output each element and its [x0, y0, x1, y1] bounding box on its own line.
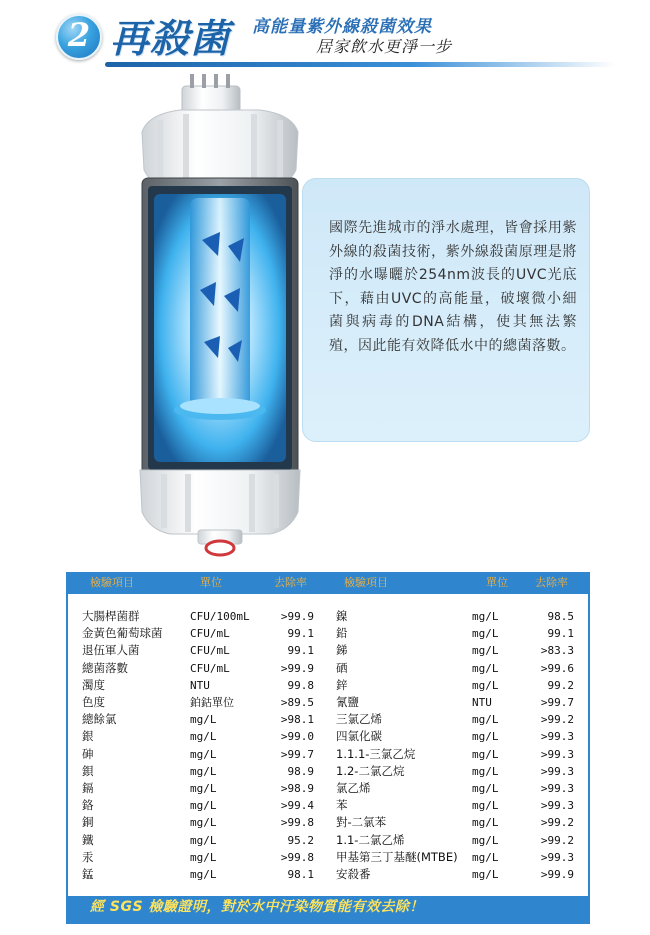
cell-rate-left: 98.1: [287, 868, 314, 881]
table-row: [68, 694, 588, 711]
sgs-test-results-table: [66, 572, 590, 924]
cell-rate-right: 99.2: [547, 678, 574, 692]
table-row: [68, 763, 588, 780]
section-subtitle-primary: 高能量紫外線殺菌效果: [252, 17, 432, 37]
cell-unit-left: CFU/mL: [190, 627, 230, 641]
cell-rate-left: >99.4: [280, 799, 314, 813]
cell-unit-left: mg/L: [190, 816, 217, 830]
uv-description-text: 國際先進城市的淨水處理，皆會採用紫外線的殺菌技術，紫外線殺菌原理是將淨的水曝曬於254nm波長的UVC光底下，藉由UVC的高能量，破壞微小細菌與病毒的DNA結構，使其無法繁殖，因此能有效降低水中的總菌落數。: [329, 220, 577, 354]
cell-unit-right: mg/L: [472, 782, 499, 795]
cell-item-left: 總餘氯: [82, 712, 117, 727]
cell-rate-right: >99.3: [540, 764, 574, 778]
cell-unit-left: mg/L: [190, 833, 217, 847]
cell-unit-left: CFU/mL: [190, 661, 230, 675]
cell-rate-right: >99.3: [540, 850, 574, 864]
cell-rate-left: >99.9: [280, 610, 314, 623]
cell-item-right: 鋅: [336, 677, 348, 692]
cell-rate-left: 99.1: [287, 644, 314, 658]
table-row: [68, 608, 588, 625]
cell-rate-right: >99.3: [540, 747, 574, 761]
cell-unit-left: 鉑鈷單位: [190, 696, 234, 709]
cell-rate-left: >98.9: [280, 782, 314, 795]
uv-filter-cartridge-illustration: [120, 60, 320, 560]
step-number: 2: [67, 16, 91, 54]
cell-unit-right: mg/L: [472, 644, 499, 658]
cell-unit-right: mg/L: [472, 661, 499, 675]
cell-unit-right: mg/L: [472, 730, 499, 744]
cell-item-left: 濁度: [82, 677, 105, 692]
cell-unit-right: mg/L: [472, 799, 499, 813]
cell-rate-right: >99.7: [540, 696, 574, 709]
cell-item-right: 1.1.1-三氯乙烷: [336, 746, 416, 761]
cell-rate-right: >99.9: [540, 868, 574, 881]
cell-item-right: 安殺番: [336, 867, 371, 881]
cell-unit-left: mg/L: [190, 764, 217, 778]
sgs-certification-note: 經 SGS 檢驗證明，對於水中汙染物質能有效去除！: [90, 899, 424, 915]
cell-rate-right: >99.2: [540, 816, 574, 830]
cell-unit-left: mg/L: [190, 747, 217, 761]
cell-unit-right: mg/L: [472, 713, 499, 727]
cell-item-right: 1.1-二氯乙烯: [336, 832, 405, 847]
cell-rate-right: 98.5: [547, 610, 574, 623]
table-row: [68, 728, 588, 745]
cell-unit-left: mg/L: [190, 730, 217, 744]
cell-item-right: 氯乙烯: [336, 781, 371, 795]
section-title: 再殺菌: [110, 17, 231, 62]
cell-item-left: 汞: [82, 849, 94, 864]
cell-unit-right: mg/L: [472, 764, 499, 778]
cell-item-left: 鎘: [82, 781, 94, 795]
cell-unit-right: mg/L: [472, 816, 499, 830]
cell-unit-right: mg/L: [472, 678, 499, 692]
cell-item-right: 鎳: [336, 609, 348, 623]
cell-unit-right: NTU: [472, 696, 492, 709]
uv-description-card: [302, 178, 590, 442]
cell-item-left: 金黃色葡萄球菌: [82, 626, 163, 641]
cell-item-left: 大腸桿菌群: [82, 609, 140, 623]
cell-rate-right: >99.3: [540, 799, 574, 813]
cell-unit-right: mg/L: [472, 833, 499, 847]
cell-rate-left: 95.2: [287, 833, 314, 847]
table-row: [68, 832, 588, 849]
cell-unit-right: mg/L: [472, 850, 499, 864]
table-row: [68, 780, 588, 797]
cell-rate-left: >99.0: [280, 730, 314, 744]
table-row: [68, 814, 588, 831]
table-row: [68, 797, 588, 814]
cell-item-left: 鋇: [82, 763, 94, 778]
cell-item-right: 1.2-二氯乙烷: [336, 763, 405, 778]
cell-rate-right: >99.2: [540, 713, 574, 727]
cell-rate-left: >89.5: [280, 696, 314, 709]
table-row: [68, 625, 588, 642]
cell-unit-right: mg/L: [472, 868, 499, 881]
cell-rate-right: >99.3: [540, 782, 574, 795]
cell-rate-left: 98.9: [287, 764, 314, 778]
header-unit-right: 單位: [486, 576, 508, 589]
cell-item-left: 銅: [82, 815, 94, 830]
cell-rate-right: >99.6: [540, 661, 574, 675]
cell-rate-right: >99.3: [540, 730, 574, 744]
section-subtitle-secondary: 居家飲水更淨一步: [316, 37, 453, 56]
step-number-badge: [56, 14, 102, 60]
cell-item-left: 錳: [82, 867, 94, 881]
cell-rate-left: >98.1: [280, 713, 314, 727]
uv-filter-image: [120, 60, 320, 560]
header-item-left: 檢驗項目: [90, 576, 134, 589]
cell-unit-right: mg/L: [472, 627, 499, 641]
cell-item-left: 鉻: [82, 798, 94, 813]
header-unit-left: 單位: [200, 576, 222, 589]
cell-item-left: 砷: [82, 746, 94, 761]
cell-unit-right: mg/L: [472, 610, 499, 623]
cell-unit-left: mg/L: [190, 850, 217, 864]
cell-rate-left: >99.8: [280, 850, 314, 864]
cell-item-right: 對-二氯苯: [336, 815, 387, 830]
cell-rate-right: 99.1: [547, 627, 574, 641]
cell-rate-right: >83.3: [540, 644, 574, 658]
table-row: [68, 866, 588, 883]
table-row: [68, 660, 588, 677]
cell-item-right: 銻: [336, 643, 348, 658]
table-row: [68, 642, 588, 659]
section-header: [0, 0, 650, 70]
cell-item-right: 硒: [336, 660, 348, 675]
cell-rate-left: 99.1: [287, 627, 314, 641]
cell-rate-left: >99.7: [280, 747, 314, 761]
header-rate-right: 去除率: [535, 576, 568, 589]
cell-rate-right: >99.2: [540, 833, 574, 847]
cell-unit-right: mg/L: [472, 747, 499, 761]
cell-item-left: 鐵: [82, 832, 94, 847]
cell-item-left: 色度: [82, 695, 105, 709]
cell-unit-left: mg/L: [190, 782, 217, 795]
cell-unit-left: CFU/100mL: [190, 610, 250, 623]
cell-unit-left: mg/L: [190, 713, 217, 727]
cell-unit-left: NTU: [190, 678, 210, 692]
cell-item-right: 三氯乙烯: [336, 712, 382, 727]
cell-item-right: 甲基第三丁基醚(MTBE): [336, 849, 458, 864]
cell-unit-left: mg/L: [190, 868, 217, 881]
cell-item-right: 苯: [336, 798, 348, 813]
table-row: [68, 711, 588, 728]
table-row: [68, 677, 588, 694]
cell-item-right: 鉛: [336, 626, 348, 641]
header-rate-left: 去除率: [274, 576, 307, 589]
table-header-row: [68, 574, 588, 594]
cell-unit-left: CFU/mL: [190, 644, 230, 658]
cell-rate-left: 99.8: [287, 678, 314, 692]
header-item-right: 檢驗項目: [344, 576, 388, 589]
cell-item-left: 總菌落數: [82, 660, 128, 675]
cell-item-right: 四氯化碳: [336, 729, 382, 744]
cell-item-right: 氰鹽: [336, 695, 359, 709]
cell-unit-left: mg/L: [190, 799, 217, 813]
cell-rate-left: >99.9: [280, 661, 314, 675]
cell-item-left: 退伍軍人菌: [82, 643, 140, 658]
table-row: [68, 746, 588, 763]
cell-rate-left: >99.8: [280, 816, 314, 830]
table-footer: [68, 896, 588, 922]
cell-item-left: 銀: [82, 729, 94, 744]
table-row: [68, 849, 588, 866]
